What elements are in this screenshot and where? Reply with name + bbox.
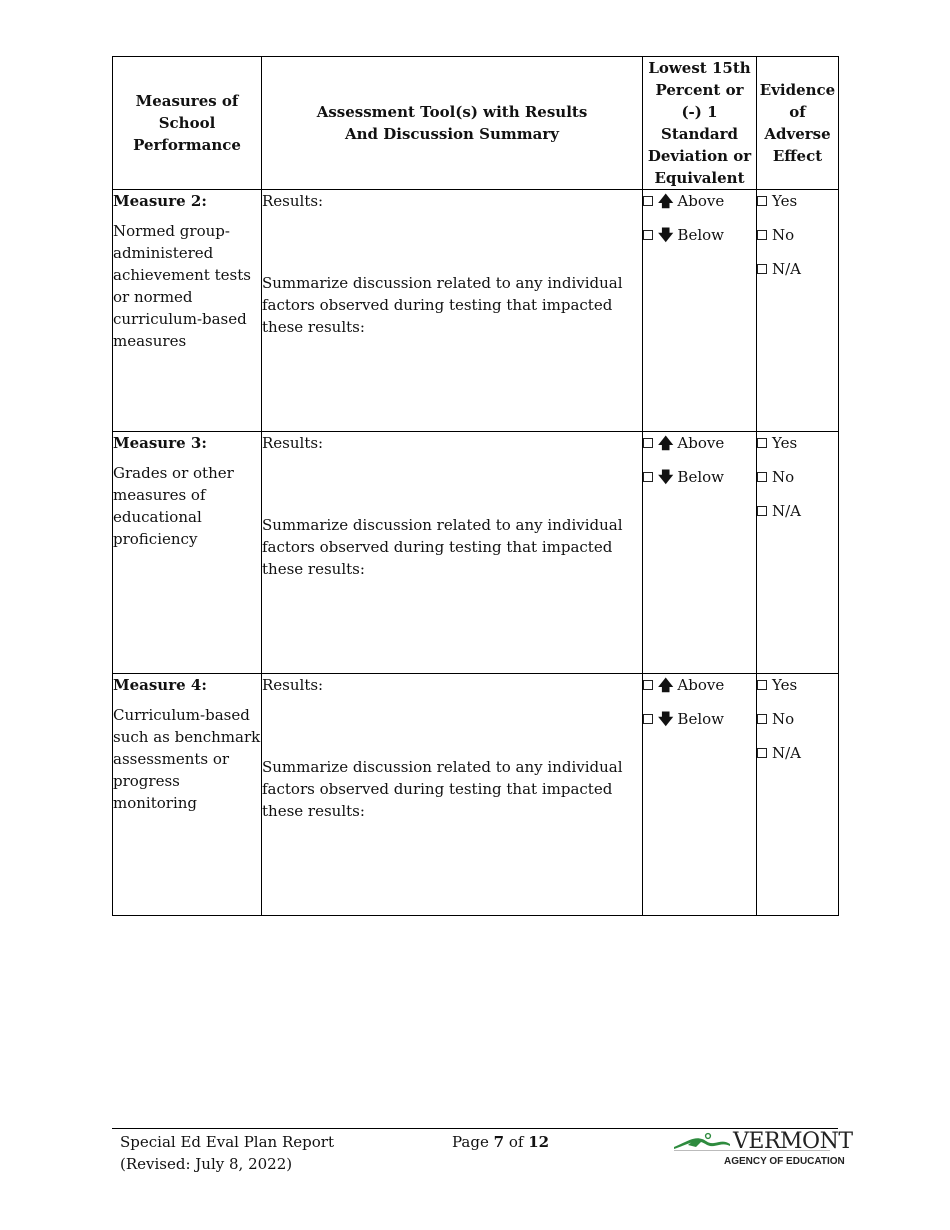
footer-doc-info — [120, 1131, 334, 1175]
measure-title: Measure 2: — [113, 192, 207, 210]
results-cell[interactable] — [262, 432, 643, 674]
school-performance-table — [112, 56, 839, 916]
checkbox-icon[interactable] — [757, 438, 767, 448]
page-prefix: Page — [452, 1133, 489, 1151]
na-option[interactable] — [757, 742, 838, 764]
vermont-aoe-logo — [672, 1129, 853, 1170]
checkbox-icon[interactable] — [643, 230, 653, 240]
yes-option[interactable] — [757, 432, 838, 454]
above-label: Above — [677, 434, 725, 452]
checkbox-icon[interactable] — [757, 506, 767, 516]
checkbox-icon[interactable] — [757, 230, 767, 240]
below-label: Below — [677, 226, 724, 244]
checkbox-icon[interactable] — [757, 196, 767, 206]
checkbox-icon[interactable] — [643, 438, 653, 448]
table-header-row — [113, 57, 839, 190]
summary-label: Summarize discussion related to any individual factors observed during testing that impacted these results: — [262, 274, 623, 336]
header-assessment-tools: Assessment Tool(s) with Results And Discussion Summary — [262, 57, 643, 190]
no-option[interactable] — [757, 466, 838, 488]
below-option[interactable] — [643, 466, 756, 488]
na-label: N/A — [772, 260, 802, 278]
logo-subtitle: AGENCY OF EDUCATION — [724, 1156, 845, 1167]
results-label: Results: — [262, 192, 324, 210]
page-current: 7 — [493, 1133, 505, 1151]
page-total: 12 — [528, 1133, 550, 1151]
percentile-cell — [643, 674, 757, 916]
below-label: Below — [677, 710, 724, 728]
no-label: No — [772, 710, 795, 728]
table-row — [113, 190, 839, 432]
no-option[interactable] — [757, 224, 838, 246]
table-row — [113, 432, 839, 674]
arrow-up-icon: 🡅 — [658, 675, 674, 694]
arrow-down-icon: 🡇 — [658, 709, 674, 728]
no-label: No — [772, 226, 795, 244]
page-of: of — [508, 1133, 524, 1151]
percentile-cell — [643, 432, 757, 674]
header-lowest-15th: Lowest 15th Percent or (-) 1 Standard Deviation or Equivalent — [643, 57, 757, 190]
evidence-cell — [757, 674, 839, 916]
footer-divider — [112, 1128, 838, 1129]
table-row — [113, 674, 839, 916]
measure-description: Curriculum-based such as benchmark assessments or progress monitoring — [113, 706, 261, 812]
results-label: Results: — [262, 434, 324, 452]
na-label: N/A — [772, 744, 802, 762]
checkbox-icon[interactable] — [643, 196, 653, 206]
below-option[interactable] — [643, 708, 756, 730]
summary-label: Summarize discussion related to any individual factors observed during testing that impacted these results: — [262, 516, 623, 578]
yes-option[interactable] — [757, 674, 838, 696]
page-number — [452, 1131, 549, 1153]
measure-cell — [113, 432, 262, 674]
na-option[interactable] — [757, 258, 838, 280]
yes-option[interactable] — [757, 190, 838, 212]
above-option[interactable] — [643, 432, 756, 454]
checkbox-icon[interactable] — [757, 264, 767, 274]
summary-label: Summarize discussion related to any individual factors observed during testing that impacted these results: — [262, 758, 623, 820]
percentile-cell — [643, 190, 757, 432]
yes-label: Yes — [772, 192, 798, 210]
checkbox-icon[interactable] — [757, 714, 767, 724]
na-label: N/A — [772, 502, 802, 520]
measure-cell — [113, 674, 262, 916]
yes-label: Yes — [772, 676, 798, 694]
measure-title: Measure 3: — [113, 434, 207, 452]
measure-cell — [113, 190, 262, 432]
above-label: Above — [677, 192, 725, 210]
above-option[interactable] — [643, 674, 756, 696]
header-evidence: Evidence of Adverse Effect — [757, 57, 839, 190]
measure-title: Measure 4: — [113, 676, 207, 694]
checkbox-icon[interactable] — [643, 680, 653, 690]
measure-description: Normed group-administered achievement tests or normed curriculum-based measures — [113, 222, 251, 350]
evidence-cell — [757, 190, 839, 432]
arrow-down-icon: 🡇 — [658, 225, 674, 244]
checkbox-icon[interactable] — [757, 472, 767, 482]
arrow-up-icon: 🡅 — [658, 433, 674, 452]
below-label: Below — [677, 468, 724, 486]
evidence-cell — [757, 432, 839, 674]
below-option[interactable] — [643, 224, 756, 246]
checkbox-icon[interactable] — [643, 472, 653, 482]
results-label: Results: — [262, 676, 324, 694]
no-option[interactable] — [757, 708, 838, 730]
yes-label: Yes — [772, 434, 798, 452]
above-option[interactable] — [643, 190, 756, 212]
checkbox-icon[interactable] — [757, 748, 767, 758]
na-option[interactable] — [757, 500, 838, 522]
header-measures: Measures of School Performance — [113, 57, 262, 190]
results-cell[interactable] — [262, 190, 643, 432]
checkbox-icon[interactable] — [757, 680, 767, 690]
no-label: No — [772, 468, 795, 486]
logo-wordmark: VERMONT — [733, 1129, 853, 1154]
footer-revised-date: (Revised: July 8, 2022) — [120, 1155, 293, 1173]
above-label: Above — [677, 676, 725, 694]
checkbox-icon[interactable] — [643, 714, 653, 724]
footer-doc-title: Special Ed Eval Plan Report — [120, 1133, 334, 1151]
results-cell[interactable] — [262, 674, 643, 916]
arrow-up-icon: 🡅 — [658, 191, 674, 210]
arrow-down-icon: 🡇 — [658, 467, 674, 486]
measure-description: Grades or other measures of educational proficiency — [113, 464, 234, 548]
